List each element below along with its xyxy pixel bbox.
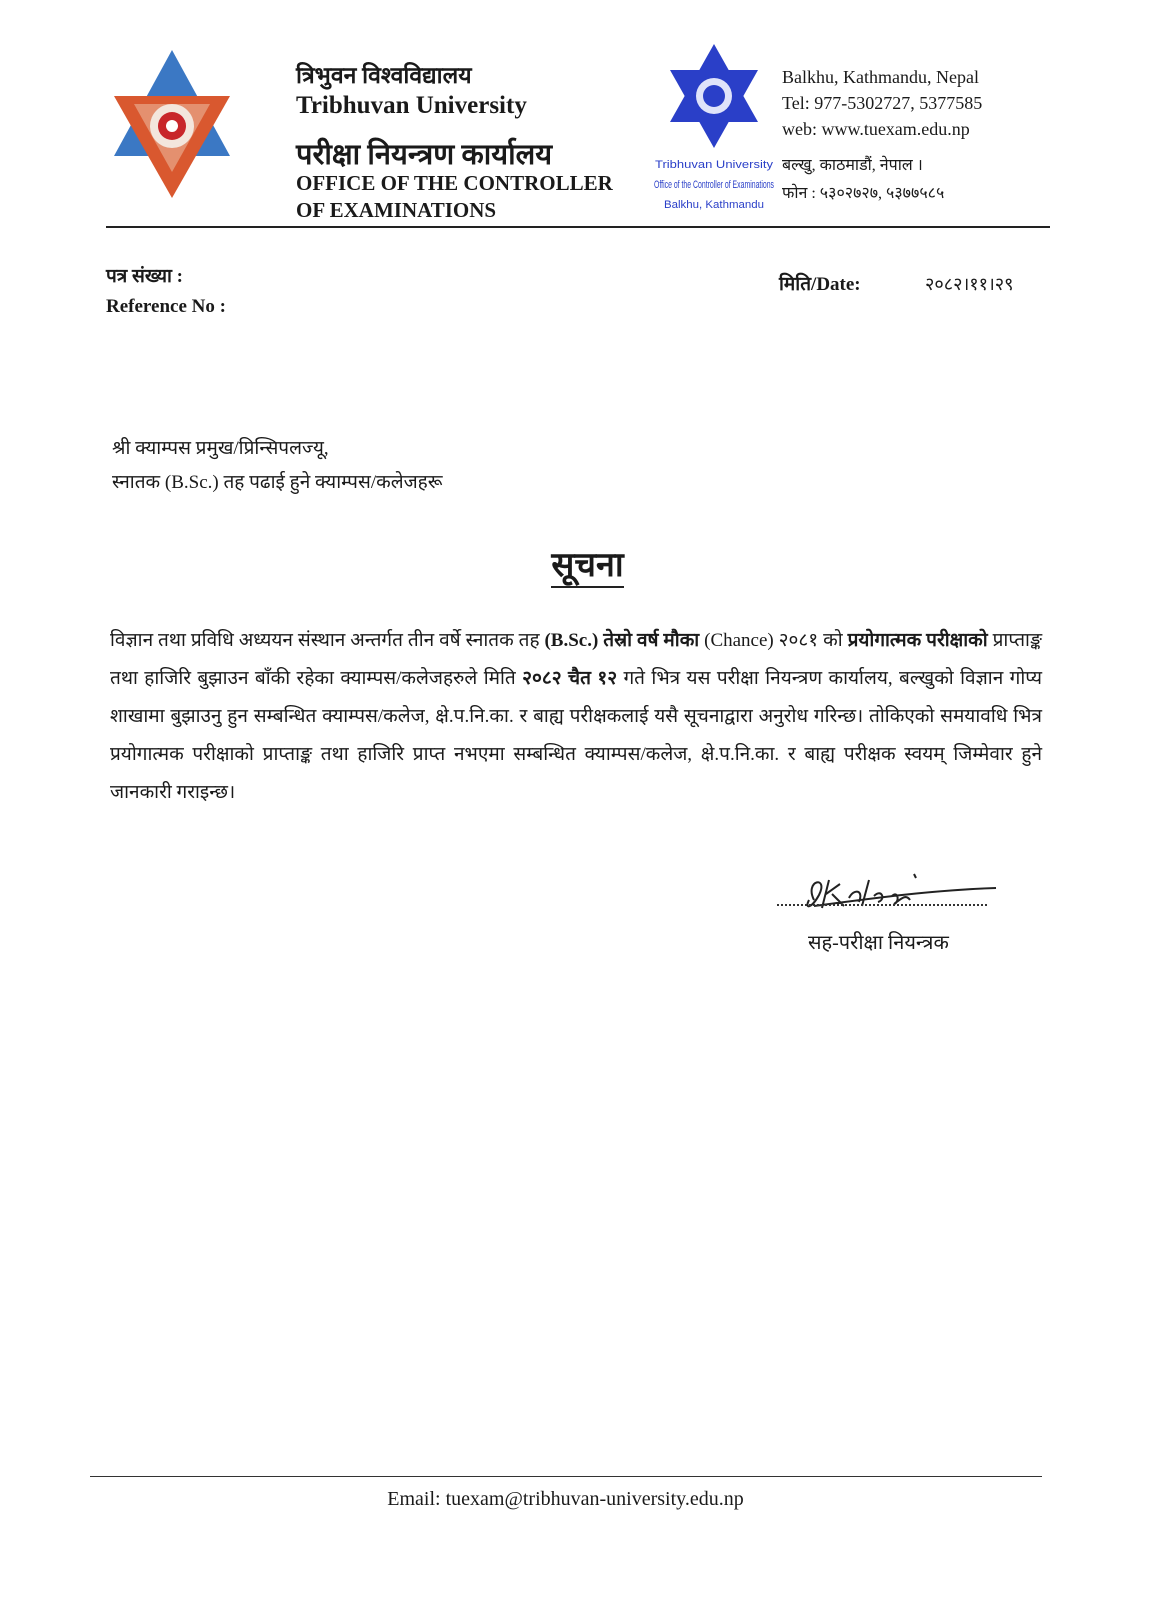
notice-text: विज्ञान तथा प्रविधि अध्ययन संस्थान अन्तर्गत तीन वर्षे स्नातक तह	[110, 630, 545, 651]
phone-nepali: फोन : ५३०२७२७, ५३७७५८५	[782, 185, 945, 202]
addressee-line-1: श्री क्याम्पस प्रमुख/प्रिन्सिपलज्यू,	[112, 438, 329, 459]
svg-text:Office of the Controller of Ex: Office of the Controller of Examinations	[654, 179, 775, 191]
header-divider	[106, 226, 1050, 228]
svg-text:Tribhuvan University: Tribhuvan University	[655, 159, 774, 171]
tribhuvan-university-logo	[112, 48, 232, 198]
notice-body	[110, 622, 1042, 812]
footer-email: Email: tuexam@tribhuvan-university.edu.np	[387, 1488, 744, 1510]
notice-emphasis: (B.Sc.) तेस्रो वर्ष मौका	[544, 630, 700, 651]
notice-title-text: सूचना	[551, 547, 623, 588]
reference-number	[106, 262, 226, 322]
contact-nepali	[782, 152, 944, 208]
notice-text: गते भित्र यस परीक्षा नियन्त्रण कार्यालय, बल्खुको विज्ञान गोप्य शाखामा बुझाउनु हुन सम्बन्धित क्याम्पस/कलेज, क्षे.प.नि.का. र बाह्य परीक्षकलाई यसै सूचनाद्वारा अनुरोध गरिन्छ। तोकिएको समयावधि भित्र प्रयोगात्मक परीक्षाको प्राप्ताङ्क तथा हाजिरि प्राप्त नभएमा सम्बन्धित क्याम्पस/कलेज, क्षे.प.नि.का. र बाह्य परीक्षक स्वयम् जिम्मेवार हुने जानकारी गराइन्छ।	[110, 668, 1042, 803]
office-name-english	[296, 170, 613, 224]
footer-divider	[90, 1476, 1042, 1477]
notice-title	[0, 540, 1175, 586]
addressee-line-2: स्नातक (B.Sc.) तह पढाई हुने क्याम्पस/कलेजहरू	[112, 472, 443, 493]
telephone: Tel: 977-5302727, 5377585	[782, 93, 983, 113]
address-english: Balkhu, Kathmandu, Nepal	[782, 67, 979, 87]
address-nepali: बल्खु, काठमाडौं, नेपाल ।	[782, 157, 923, 174]
reference-label-english: Reference No :	[106, 296, 226, 317]
notice-emphasis: २०८२ चैत १२	[522, 668, 618, 689]
office-name-nepali: परीक्षा नियन्त्रण कार्यालय	[296, 139, 553, 171]
signature	[774, 860, 1004, 920]
website: web: www.tuexam.edu.np	[782, 119, 970, 139]
notice-text: (Chance) २०८१ को	[699, 630, 848, 651]
office-name-line-1: OFFICE OF THE CONTROLLER	[296, 171, 613, 195]
notice-text: प्राप्ताङ्क तथा हाजिरि बुझाउन बाँकी रहेका क्याम्पस/कलेजहरुले मिति	[110, 630, 1042, 689]
office-name-line-2: OF EXAMINATIONS	[296, 198, 497, 222]
svg-text:Balkhu, Kathmandu: Balkhu, Kathmandu	[664, 199, 764, 211]
university-name-english: Tribhuvan University	[296, 92, 527, 119]
signature-line	[777, 904, 987, 906]
date-value: २०८२।११।२९	[925, 274, 1014, 294]
contact-english	[782, 64, 982, 142]
office-seal-stamp	[652, 40, 776, 220]
reference-label-nepali: पत्र संख्या :	[106, 266, 184, 287]
university-name-nepali: त्रिभुवन विश्वविद्यालय	[296, 63, 472, 88]
notice-emphasis: प्रयोगात्मक परीक्षाको	[847, 630, 988, 651]
signatory-title: सह-परीक्षा नियन्त्रक	[808, 932, 949, 954]
addressee	[112, 432, 443, 500]
date-label: मिति/Date:	[779, 274, 861, 295]
